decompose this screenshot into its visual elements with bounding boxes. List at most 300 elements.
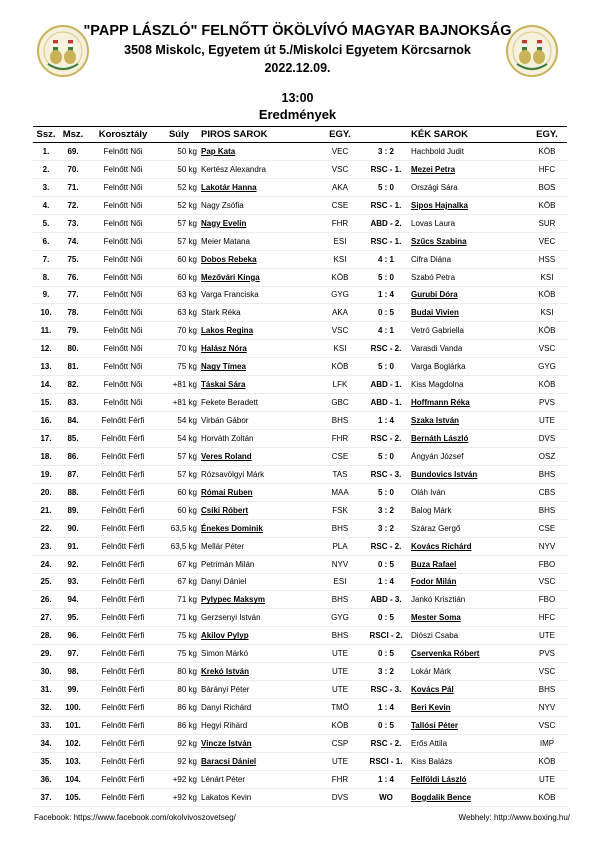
row-ssz: 14.	[33, 376, 59, 394]
row-red-boxer: Krekó István	[199, 663, 317, 681]
row-blue-club: NYV	[527, 537, 567, 555]
table-header-row	[33, 127, 567, 143]
row-ssz: 12.	[33, 340, 59, 358]
row-ssz: 23.	[33, 537, 59, 555]
table-row	[33, 214, 567, 232]
table-row	[33, 555, 567, 573]
row-result: ABD - 1.	[363, 376, 409, 394]
row-blue-club: UTE	[527, 412, 567, 430]
row-msz: 94.	[59, 591, 87, 609]
row-msz: 81.	[59, 358, 87, 376]
row-red-boxer: Virbán Gábor	[199, 412, 317, 430]
row-result: RSC - 2.	[363, 734, 409, 752]
row-result: 3 : 2	[363, 663, 409, 681]
col-red-corner: PIROS SAROK	[199, 127, 317, 143]
row-weight: 75 kg	[159, 627, 199, 645]
row-blue-boxer: Mester Soma	[409, 609, 527, 627]
table-row	[33, 160, 567, 178]
row-weight: 57 kg	[159, 447, 199, 465]
row-ssz: 19.	[33, 465, 59, 483]
table-row	[33, 699, 567, 717]
row-blue-boxer: Országi Sára	[409, 178, 527, 196]
row-red-club: CSP	[317, 734, 363, 752]
table-row	[33, 734, 567, 752]
row-blue-club: VSC	[527, 340, 567, 358]
row-msz: 86.	[59, 447, 87, 465]
row-red-club: KSI	[317, 340, 363, 358]
table-row	[33, 627, 567, 645]
row-msz: 90.	[59, 519, 87, 537]
row-blue-club: KÖB	[527, 196, 567, 214]
row-blue-club: IMP	[527, 734, 567, 752]
table-row	[33, 609, 567, 627]
row-msz: 84.	[59, 412, 87, 430]
row-blue-club: BHS	[527, 465, 567, 483]
footer-facebook: Facebook: https://www.facebook.com/okolvivoszovetseg/	[34, 813, 236, 822]
row-result: 3 : 2	[363, 519, 409, 537]
row-blue-club: KÖB	[527, 286, 567, 304]
row-red-club: GYG	[317, 286, 363, 304]
table-row	[33, 645, 567, 663]
row-weight: 75 kg	[159, 645, 199, 663]
row-red-boxer: Mellár Péter	[199, 537, 317, 555]
row-red-club: CSE	[317, 196, 363, 214]
row-red-boxer: Rózsavölgyi Márk	[199, 465, 317, 483]
row-ssz: 37.	[33, 788, 59, 806]
table-row	[33, 358, 567, 376]
row-red-club: KÖB	[317, 358, 363, 376]
row-age-group: Felnőtt Férfi	[87, 412, 159, 430]
table-row	[33, 770, 567, 788]
row-blue-club: DVS	[527, 430, 567, 448]
row-result: RSC - 1.	[363, 196, 409, 214]
row-msz: 92.	[59, 555, 87, 573]
row-age-group: Felnőtt Női	[87, 268, 159, 286]
row-blue-boxer: Kovács Richárd	[409, 537, 527, 555]
table-row	[33, 537, 567, 555]
row-red-club: TAS	[317, 465, 363, 483]
row-blue-boxer: Fodor Milán	[409, 573, 527, 591]
row-weight: 80 kg	[159, 663, 199, 681]
row-red-boxer: Lakos Regina	[199, 322, 317, 340]
row-ssz: 17.	[33, 430, 59, 448]
row-ssz: 13.	[33, 358, 59, 376]
session-time: 13:00	[281, 91, 314, 105]
row-red-boxer: Vincze István	[199, 734, 317, 752]
row-result: 1 : 4	[363, 699, 409, 717]
row-result: 1 : 4	[363, 286, 409, 304]
row-age-group: Felnőtt Férfi	[87, 699, 159, 717]
row-weight: 75 kg	[159, 358, 199, 376]
table-row	[33, 519, 567, 537]
row-age-group: Felnőtt Férfi	[87, 609, 159, 627]
table-row	[33, 788, 567, 806]
row-msz: 85.	[59, 430, 87, 448]
row-ssz: 27.	[33, 609, 59, 627]
row-red-club: MAA	[317, 483, 363, 501]
row-age-group: Felnőtt Női	[87, 304, 159, 322]
row-ssz: 31.	[33, 681, 59, 699]
row-result: RSC - 1.	[363, 232, 409, 250]
row-weight: 63,5 kg	[159, 519, 199, 537]
row-result: ABD - 1.	[363, 394, 409, 412]
row-red-boxer: Varga Franciska	[199, 286, 317, 304]
row-msz: 99.	[59, 681, 87, 699]
row-age-group: Felnőtt Női	[87, 196, 159, 214]
row-ssz: 30.	[33, 663, 59, 681]
row-blue-boxer: Szaka István	[409, 412, 527, 430]
row-ssz: 3.	[33, 178, 59, 196]
row-result: WO	[363, 788, 409, 806]
row-msz: 91.	[59, 537, 87, 555]
row-ssz: 4.	[33, 196, 59, 214]
row-result: 5 : 0	[363, 447, 409, 465]
row-red-club: FHR	[317, 430, 363, 448]
row-red-club: GBC	[317, 394, 363, 412]
row-result: 0 : 5	[363, 609, 409, 627]
row-blue-boxer: Cifra Diána	[409, 250, 527, 268]
row-blue-club: VSC	[527, 717, 567, 735]
row-blue-club: HSS	[527, 250, 567, 268]
table-row	[33, 573, 567, 591]
row-result: 1 : 4	[363, 573, 409, 591]
row-blue-club: FBO	[527, 555, 567, 573]
row-msz: 75.	[59, 250, 87, 268]
table-row	[33, 268, 567, 286]
row-ssz: 11.	[33, 322, 59, 340]
row-red-boxer: Dobos Rebeka	[199, 250, 317, 268]
row-red-boxer: Lakatos Kevin	[199, 788, 317, 806]
row-weight: 50 kg	[159, 160, 199, 178]
row-weight: 60 kg	[159, 268, 199, 286]
document-header	[0, 22, 595, 77]
row-ssz: 2.	[33, 160, 59, 178]
row-blue-club: FBO	[527, 591, 567, 609]
row-blue-club: PVS	[527, 645, 567, 663]
row-blue-boxer: Erős Attila	[409, 734, 527, 752]
row-blue-club: VSC	[527, 663, 567, 681]
row-msz: 102.	[59, 734, 87, 752]
row-age-group: Felnőtt Férfi	[87, 483, 159, 501]
row-blue-club: CBS	[527, 483, 567, 501]
row-age-group: Felnőtt Férfi	[87, 627, 159, 645]
row-ssz: 29.	[33, 645, 59, 663]
row-red-boxer: Bárányi Péter	[199, 681, 317, 699]
row-result: 1 : 4	[363, 412, 409, 430]
row-blue-boxer: Kiss Balázs	[409, 752, 527, 770]
row-red-boxer: Csiki Róbert	[199, 501, 317, 519]
row-msz: 77.	[59, 286, 87, 304]
row-msz: 82.	[59, 376, 87, 394]
row-msz: 72.	[59, 196, 87, 214]
row-weight: 92 kg	[159, 752, 199, 770]
row-red-club: DVS	[317, 788, 363, 806]
row-weight: 54 kg	[159, 412, 199, 430]
row-msz: 100.	[59, 699, 87, 717]
row-red-club: KSI	[317, 250, 363, 268]
row-msz: 70.	[59, 160, 87, 178]
row-weight: +92 kg	[159, 770, 199, 788]
row-ssz: 18.	[33, 447, 59, 465]
col-result	[363, 127, 409, 143]
col-age-group: Korosztály	[87, 127, 159, 143]
row-result: 0 : 5	[363, 645, 409, 663]
row-age-group: Felnőtt Férfi	[87, 681, 159, 699]
row-red-club: AKA	[317, 304, 363, 322]
row-result: RSCI - 2.	[363, 627, 409, 645]
col-weight: Súly	[159, 127, 199, 143]
row-blue-club: HFC	[527, 160, 567, 178]
row-ssz: 22.	[33, 519, 59, 537]
row-age-group: Felnőtt Férfi	[87, 519, 159, 537]
row-red-boxer: Halász Nóra	[199, 340, 317, 358]
row-blue-club: BHS	[527, 681, 567, 699]
event-date: 2022.12.09.	[264, 61, 331, 75]
col-blue-corner: KÉK SAROK	[409, 127, 527, 143]
row-red-boxer: Danyi Dániel	[199, 573, 317, 591]
row-ssz: 34.	[33, 734, 59, 752]
row-age-group: Felnőtt Női	[87, 232, 159, 250]
row-result: 0 : 5	[363, 555, 409, 573]
row-red-club: ESI	[317, 232, 363, 250]
table-row	[33, 322, 567, 340]
row-weight: 54 kg	[159, 430, 199, 448]
row-red-boxer: Lakotár Hanna	[199, 178, 317, 196]
row-ssz: 36.	[33, 770, 59, 788]
row-blue-club: KÖB	[527, 752, 567, 770]
col-blue-club: EGY.	[527, 127, 567, 143]
row-blue-club: VSC	[527, 573, 567, 591]
row-age-group: Felnőtt Női	[87, 160, 159, 178]
table-row	[33, 250, 567, 268]
table-row	[33, 681, 567, 699]
row-red-boxer: Fekete Beradett	[199, 394, 317, 412]
row-blue-boxer: Budai Vivien	[409, 304, 527, 322]
row-result: RSC - 1.	[363, 160, 409, 178]
row-red-boxer: Gerzsenyi István	[199, 609, 317, 627]
row-red-club: VSC	[317, 322, 363, 340]
row-age-group: Felnőtt Férfi	[87, 537, 159, 555]
row-result: RSC - 3.	[363, 681, 409, 699]
table-row	[33, 717, 567, 735]
row-ssz: 15.	[33, 394, 59, 412]
row-weight: 52 kg	[159, 196, 199, 214]
row-blue-boxer: Cservenka Róbert	[409, 645, 527, 663]
row-blue-club: HFC	[527, 609, 567, 627]
row-weight: 86 kg	[159, 717, 199, 735]
row-red-boxer: Nagy Zsófia	[199, 196, 317, 214]
row-age-group: Felnőtt Női	[87, 340, 159, 358]
row-weight: 67 kg	[159, 573, 199, 591]
footer-website: Webhely: http://www.boxing.hu/	[458, 813, 570, 822]
row-red-club: FSK	[317, 501, 363, 519]
row-blue-boxer: Kovács Pál	[409, 681, 527, 699]
row-weight: +81 kg	[159, 394, 199, 412]
row-ssz: 35.	[33, 752, 59, 770]
row-ssz: 25.	[33, 573, 59, 591]
row-blue-club: BHS	[527, 501, 567, 519]
championship-title: "PAPP LÁSZLÓ" FELNŐTT ÖKÖLVÍVÓ MAGYAR BAJNOKSÁG	[83, 23, 512, 39]
row-red-boxer: Veres Roland	[199, 447, 317, 465]
row-red-boxer: Lénárt Péter	[199, 770, 317, 788]
row-msz: 87.	[59, 465, 87, 483]
row-red-club: GYG	[317, 609, 363, 627]
row-red-club: AKA	[317, 178, 363, 196]
row-ssz: 6.	[33, 232, 59, 250]
row-msz: 89.	[59, 501, 87, 519]
row-blue-club: KÖB	[527, 788, 567, 806]
col-red-club: EGY.	[317, 127, 363, 143]
table-row	[33, 412, 567, 430]
row-ssz: 33.	[33, 717, 59, 735]
row-red-club: KÖB	[317, 268, 363, 286]
row-ssz: 16.	[33, 412, 59, 430]
results-title: Eredmények	[258, 107, 337, 122]
row-result: 5 : 0	[363, 178, 409, 196]
row-msz: 88.	[59, 483, 87, 501]
row-msz: 78.	[59, 304, 87, 322]
row-weight: +81 kg	[159, 376, 199, 394]
row-red-club: KÖB	[317, 717, 363, 735]
table-row	[33, 465, 567, 483]
row-blue-boxer: Mezei Petra	[409, 160, 527, 178]
row-blue-boxer: Oláh Iván	[409, 483, 527, 501]
row-age-group: Felnőtt Férfi	[87, 788, 159, 806]
row-blue-boxer: Bogdalik Bence	[409, 788, 527, 806]
row-red-boxer: Nagy Evelin	[199, 214, 317, 232]
table-row	[33, 143, 567, 161]
row-age-group: Felnőtt Női	[87, 178, 159, 196]
row-blue-boxer: Gurubi Dóra	[409, 286, 527, 304]
table-row	[33, 232, 567, 250]
row-weight: 80 kg	[159, 681, 199, 699]
row-blue-boxer: Jankó Krisztián	[409, 591, 527, 609]
row-result: 5 : 0	[363, 358, 409, 376]
row-weight: 60 kg	[159, 483, 199, 501]
row-weight: 67 kg	[159, 555, 199, 573]
row-red-club: ESI	[317, 573, 363, 591]
row-ssz: 5.	[33, 214, 59, 232]
row-age-group: Felnőtt Férfi	[87, 752, 159, 770]
row-red-club: BHS	[317, 627, 363, 645]
row-msz: 105.	[59, 788, 87, 806]
row-red-boxer: Kertész Alexandra	[199, 160, 317, 178]
row-red-club: FHR	[317, 214, 363, 232]
row-blue-boxer: Ángyán József	[409, 447, 527, 465]
row-result: 4 : 1	[363, 322, 409, 340]
row-blue-boxer: Sipos Hajnalka	[409, 196, 527, 214]
row-red-boxer: Mezővári Kinga	[199, 268, 317, 286]
row-red-club: BHS	[317, 412, 363, 430]
row-msz: 74.	[59, 232, 87, 250]
row-result: RSC - 2.	[363, 340, 409, 358]
row-result: 3 : 2	[363, 501, 409, 519]
row-ssz: 20.	[33, 483, 59, 501]
row-red-boxer: Római Ruben	[199, 483, 317, 501]
row-weight: 50 kg	[159, 143, 199, 161]
row-blue-club: SUR	[527, 214, 567, 232]
row-red-boxer: Simon Márkó	[199, 645, 317, 663]
row-blue-boxer: Beri Kevin	[409, 699, 527, 717]
table-row	[33, 752, 567, 770]
row-red-boxer: Petrimán Milán	[199, 555, 317, 573]
row-result: ABD - 3.	[363, 591, 409, 609]
row-blue-club: KÖB	[527, 143, 567, 161]
row-blue-boxer: Buza Rafael	[409, 555, 527, 573]
row-msz: 69.	[59, 143, 87, 161]
row-blue-boxer: Száraz Gergő	[409, 519, 527, 537]
row-age-group: Felnőtt Női	[87, 376, 159, 394]
row-age-group: Felnőtt Női	[87, 322, 159, 340]
row-msz: 73.	[59, 214, 87, 232]
row-blue-club: BOS	[527, 178, 567, 196]
row-ssz: 32.	[33, 699, 59, 717]
row-red-club: NYV	[317, 555, 363, 573]
table-row	[33, 447, 567, 465]
row-age-group: Felnőtt Férfi	[87, 591, 159, 609]
table-row	[33, 304, 567, 322]
row-blue-boxer: Kiss Magdolna	[409, 376, 527, 394]
row-result: 5 : 0	[363, 268, 409, 286]
row-msz: 80.	[59, 340, 87, 358]
row-red-club: LFK	[317, 376, 363, 394]
row-age-group: Felnőtt Férfi	[87, 447, 159, 465]
row-blue-boxer: Bernáth László	[409, 430, 527, 448]
row-msz: 95.	[59, 609, 87, 627]
row-blue-boxer: Vetró Gabriella	[409, 322, 527, 340]
row-result: 4 : 1	[363, 250, 409, 268]
row-ssz: 28.	[33, 627, 59, 645]
row-red-club: UTE	[317, 752, 363, 770]
row-red-club: UTE	[317, 681, 363, 699]
row-age-group: Felnőtt Női	[87, 250, 159, 268]
row-age-group: Felnőtt Férfi	[87, 573, 159, 591]
row-red-club: UTE	[317, 645, 363, 663]
row-red-club: PLA	[317, 537, 363, 555]
row-age-group: Felnőtt Férfi	[87, 663, 159, 681]
row-blue-boxer: Lovas Laura	[409, 214, 527, 232]
row-result: 1 : 4	[363, 770, 409, 788]
row-blue-club: PVS	[527, 394, 567, 412]
row-blue-club: KÖB	[527, 322, 567, 340]
row-red-boxer: Meier Matana	[199, 232, 317, 250]
row-result: 0 : 5	[363, 304, 409, 322]
row-msz: 101.	[59, 717, 87, 735]
row-age-group: Felnőtt Férfi	[87, 717, 159, 735]
row-red-boxer: Nagy Tímea	[199, 358, 317, 376]
row-result: RSC - 3.	[363, 465, 409, 483]
row-msz: 71.	[59, 178, 87, 196]
row-weight: 63 kg	[159, 286, 199, 304]
session-header	[0, 90, 595, 123]
table-row	[33, 394, 567, 412]
row-age-group: Felnőtt Férfi	[87, 555, 159, 573]
row-age-group: Felnőtt Férfi	[87, 770, 159, 788]
row-red-club: UTE	[317, 663, 363, 681]
row-blue-boxer: Szűcs Szabina	[409, 232, 527, 250]
row-age-group: Felnőtt Férfi	[87, 734, 159, 752]
row-age-group: Felnőtt Női	[87, 214, 159, 232]
row-blue-boxer: Hoffmann Réka	[409, 394, 527, 412]
row-ssz: 7.	[33, 250, 59, 268]
row-red-boxer: Táskai Sára	[199, 376, 317, 394]
row-weight: 70 kg	[159, 340, 199, 358]
row-blue-boxer: Felföldi László	[409, 770, 527, 788]
row-blue-boxer: Varga Boglárka	[409, 358, 527, 376]
row-weight: 60 kg	[159, 501, 199, 519]
row-red-boxer: Hegyi Rihárd	[199, 717, 317, 735]
row-red-boxer: Horváth Zoltán	[199, 430, 317, 448]
